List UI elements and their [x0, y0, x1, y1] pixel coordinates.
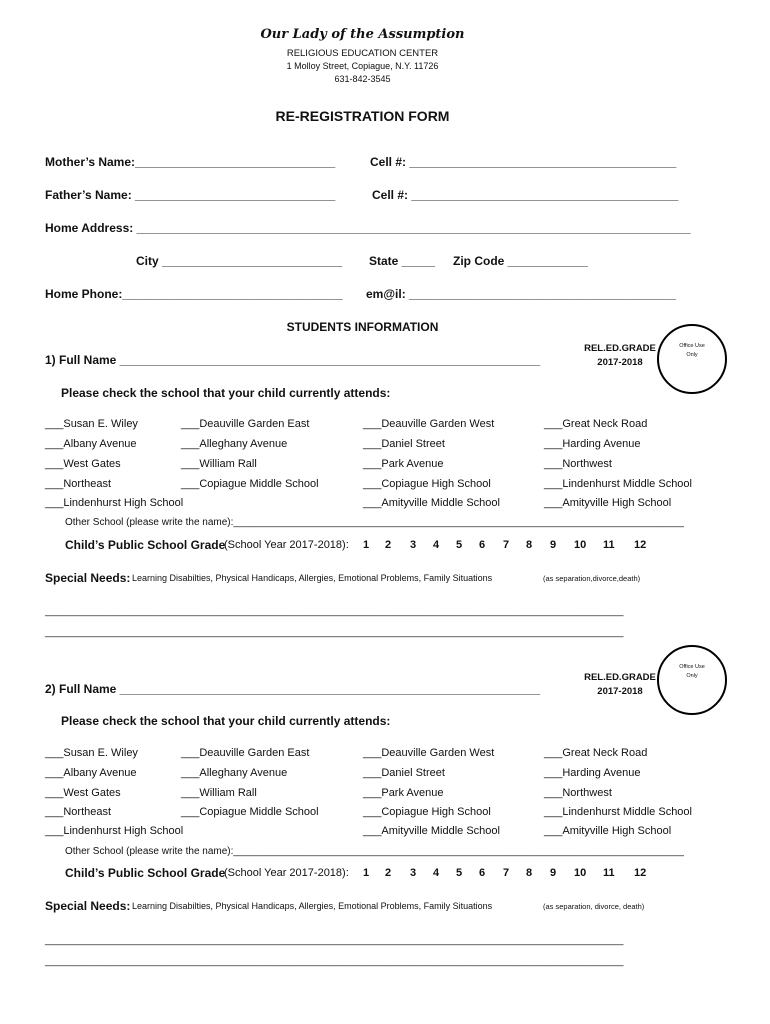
school-william-rall[interactable]: ___William Rall: [181, 787, 257, 799]
school-daniel-street[interactable]: ___Daniel Street: [363, 438, 445, 450]
special-needs-description: Learning Disabilties, Physical Handicaps, Allergies, Emotional Problems, Family Situations: [132, 901, 493, 911]
grade-option[interactable]: 5: [456, 539, 463, 551]
school-northeast[interactable]: ___Northeast: [45, 806, 112, 818]
grade-option[interactable]: 9: [550, 867, 557, 879]
office-only-text: Only: [686, 673, 698, 679]
school-susan-e-wiley[interactable]: ___Susan E. Wiley: [45, 747, 138, 759]
student2-full-name[interactable]: 2) Full Name _______________________________________________________________: [45, 682, 541, 696]
grade-option[interactable]: 8: [526, 539, 533, 551]
school-northwest[interactable]: ___Northwest: [544, 787, 612, 799]
mother-cell-field[interactable]: Cell #: ________________________________________: [370, 155, 677, 169]
office-use-text: Office Use: [679, 664, 705, 670]
public-grade-year: (School Year 2017-2018):: [224, 867, 349, 879]
father-cell-field[interactable]: Cell #: ________________________________________: [372, 188, 679, 202]
grade-option[interactable]: 1: [363, 539, 370, 551]
grade-option[interactable]: 10: [574, 539, 587, 551]
center-name: RELIGIOUS EDUCATION CENTER: [286, 48, 439, 59]
special-needs-note: (as separation, divorce, death): [543, 902, 645, 911]
parish-name: Our Lady of the Assumption: [260, 27, 465, 42]
grade-option[interactable]: 12: [634, 539, 647, 551]
zip-field[interactable]: Zip Code ____________: [453, 254, 588, 268]
school-amityville-middle[interactable]: ___Amityville Middle School: [363, 825, 500, 837]
center-address: 1 Molloy Street, Copiague, N.Y. 11726: [286, 61, 439, 71]
grade-option[interactable]: 10: [574, 867, 587, 879]
special-needs-line[interactable]: ________________________________________________________________________________________________________: [45, 606, 624, 617]
special-needs-label: Special Needs:: [45, 571, 131, 585]
school-deauville-garden-east[interactable]: ___Deauville Garden East: [181, 418, 310, 430]
office-use-circle: [657, 645, 727, 715]
school-lindenhurst-high[interactable]: ___Lindenhurst High School: [45, 497, 184, 509]
rel-ed-grade-label: REL.ED.GRADE: [584, 343, 656, 354]
special-needs-line[interactable]: ________________________________________________________________________________________________________: [45, 935, 624, 946]
city-field[interactable]: City ___________________________: [136, 254, 343, 268]
school-deauville-garden-west[interactable]: ___Deauville Garden West: [363, 747, 495, 759]
school-lindenhurst-high[interactable]: ___Lindenhurst High School: [45, 825, 184, 837]
school-harding-avenue[interactable]: ___Harding Avenue: [544, 438, 641, 450]
mother-name-field[interactable]: Mother’s Name:______________________________: [45, 155, 336, 169]
grade-option[interactable]: 2: [385, 539, 392, 551]
school-west-gates[interactable]: ___West Gates: [45, 458, 121, 470]
school-copiague-middle[interactable]: ___Copiague Middle School: [181, 806, 319, 818]
school-harding-avenue[interactable]: ___Harding Avenue: [544, 767, 641, 779]
grade-option[interactable]: 8: [526, 867, 533, 879]
grade-option[interactable]: 9: [550, 539, 557, 551]
school-great-neck-road[interactable]: ___Great Neck Road: [544, 747, 648, 759]
school-park-avenue[interactable]: ___Park Avenue: [363, 458, 444, 470]
school-lindenhurst-middle[interactable]: ___Lindenhurst Middle School: [544, 478, 692, 490]
special-needs-note: (as separation,divorce,death): [543, 574, 641, 583]
office-use-circle: [657, 324, 727, 394]
school-lindenhurst-middle[interactable]: ___Lindenhurst Middle School: [544, 806, 692, 818]
public-grade-title: Child’s Public School Grade: [65, 866, 226, 880]
school-instruction: Please check the school that your child currently attends:: [61, 714, 391, 728]
school-great-neck-road[interactable]: ___Great Neck Road: [544, 418, 648, 430]
school-amityville-high[interactable]: ___Amityville High School: [544, 497, 672, 509]
school-copiague-high[interactable]: ___Copiague High School: [363, 806, 491, 818]
school-alleghany-avenue[interactable]: ___Alleghany Avenue: [181, 438, 288, 450]
grade-option[interactable]: 4: [433, 867, 440, 879]
public-grade-year: (School Year 2017-2018):: [224, 539, 349, 551]
school-copiague-middle[interactable]: ___Copiague Middle School: [181, 478, 319, 490]
school-amityville-high[interactable]: ___Amityville High School: [544, 825, 672, 837]
grade-option[interactable]: 2: [385, 867, 392, 879]
school-alleghany-avenue[interactable]: ___Alleghany Avenue: [181, 767, 288, 779]
grade-option[interactable]: 3: [410, 867, 417, 879]
grade-option[interactable]: 7: [503, 539, 510, 551]
center-phone: 631-842-3545: [334, 74, 391, 84]
special-needs-description: Learning Disabilties, Physical Handicaps, Allergies, Emotional Problems, Family Situations: [132, 573, 493, 583]
school-west-gates[interactable]: ___West Gates: [45, 787, 121, 799]
school-deauville-garden-east[interactable]: ___Deauville Garden East: [181, 747, 310, 759]
grade-option[interactable]: 1: [363, 867, 370, 879]
rel-ed-grade-year: 2017-2018: [597, 686, 643, 697]
father-name-field[interactable]: Father’s Name: ______________________________: [45, 188, 336, 202]
grade-option[interactable]: 6: [479, 539, 486, 551]
office-only-text: Only: [686, 352, 698, 358]
public-grade-title: Child’s Public School Grade: [65, 538, 226, 552]
school-daniel-street[interactable]: ___Daniel Street: [363, 767, 445, 779]
school-amityville-middle[interactable]: ___Amityville Middle School: [363, 497, 500, 509]
grade-option[interactable]: 3: [410, 539, 417, 551]
special-needs-line[interactable]: ________________________________________________________________________________________________________: [45, 956, 624, 967]
school-northeast[interactable]: ___Northeast: [45, 478, 112, 490]
grade-option[interactable]: 7: [503, 867, 510, 879]
special-needs-line[interactable]: ________________________________________________________________________________________________________: [45, 627, 624, 638]
rel-ed-grade-year: 2017-2018: [597, 357, 643, 368]
student1-full-name[interactable]: 1) Full Name _______________________________________________________________: [45, 353, 541, 367]
students-heading: STUDENTS INFORMATION: [286, 320, 439, 334]
school-susan-e-wiley[interactable]: ___Susan E. Wiley: [45, 418, 138, 430]
school-copiague-high[interactable]: ___Copiague High School: [363, 478, 491, 490]
school-deauville-garden-west[interactable]: ___Deauville Garden West: [363, 418, 495, 430]
school-park-avenue[interactable]: ___Park Avenue: [363, 787, 444, 799]
other-school-field[interactable]: Other School (please write the name):_________________________________________________________________________________: [65, 846, 684, 857]
grade-option[interactable]: 12: [634, 867, 647, 879]
school-william-rall[interactable]: ___William Rall: [181, 458, 257, 470]
email-field[interactable]: em@il: ________________________________________: [366, 287, 676, 301]
school-albany-avenue[interactable]: ___Albany Avenue: [45, 767, 137, 779]
state-field[interactable]: State _____: [369, 254, 436, 268]
office-use-text: Office Use: [679, 343, 705, 349]
school-northwest[interactable]: ___Northwest: [544, 458, 612, 470]
grade-option[interactable]: 5: [456, 867, 463, 879]
grade-option[interactable]: 11: [603, 539, 615, 551]
other-school-field[interactable]: Other School (please write the name):_________________________________________________________________________________: [65, 517, 684, 528]
home-address-field[interactable]: Home Address: ___________________________________________________________________________________: [45, 221, 691, 235]
rel-ed-grade-label: REL.ED.GRADE: [584, 672, 656, 683]
special-needs-label: Special Needs:: [45, 899, 131, 913]
grade-option[interactable]: 11: [603, 867, 615, 879]
school-albany-avenue[interactable]: ___Albany Avenue: [45, 438, 137, 450]
form-title: RE-REGISTRATION FORM: [275, 108, 450, 124]
home-phone-field[interactable]: Home Phone:_________________________________: [45, 287, 343, 301]
grade-option[interactable]: 6: [479, 867, 486, 879]
grade-option[interactable]: 4: [433, 539, 440, 551]
school-instruction: Please check the school that your child currently attends:: [61, 386, 391, 400]
